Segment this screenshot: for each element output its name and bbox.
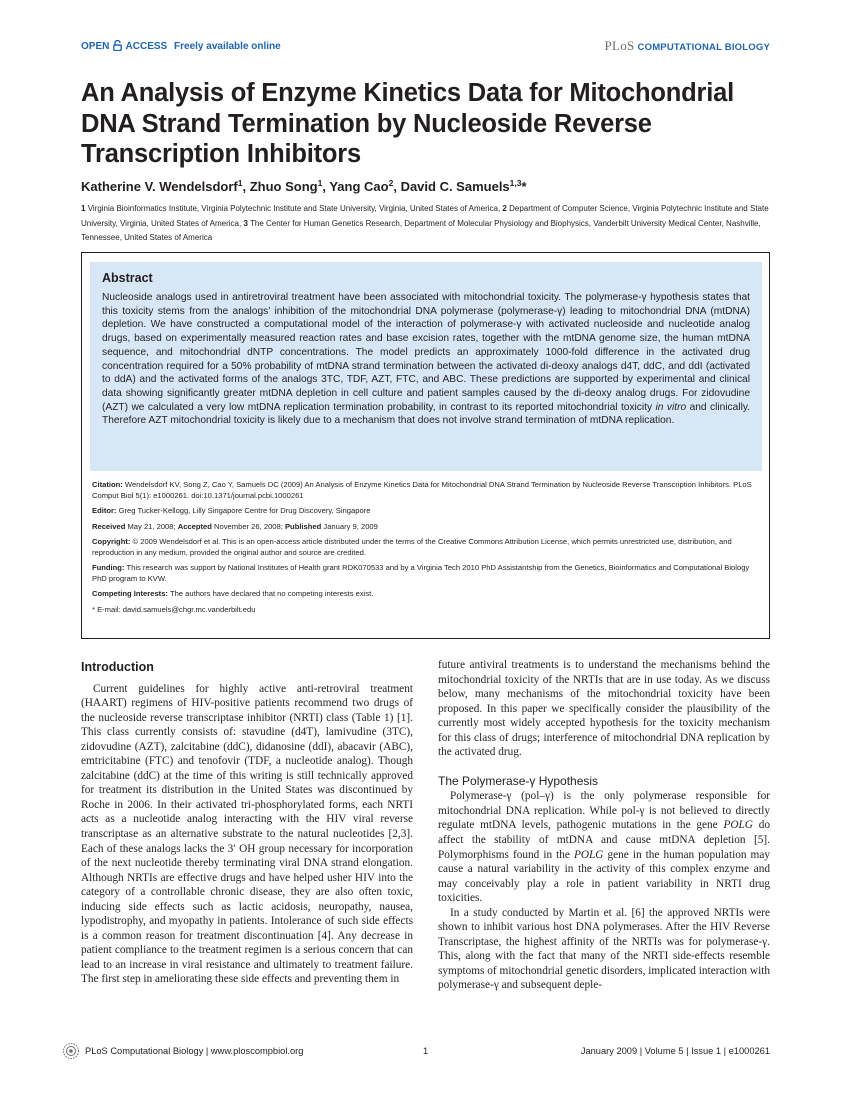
citation: Citation: Wendelsdorf KV, Song Z, Cao Y, Samuels DC (2009) An Analysis of Enzyme Kinetics Data for Mitochondrial DNA Strand Termination by Nucleoside Reverse Transcription Inhibitors. PLoS Comput Biol 5(1): e1000261. doi:10.1371/journal.pcbi.1000261 <box>92 480 752 500</box>
author-affil-sup: 1,3 <box>509 178 522 188</box>
abstract-panel <box>90 262 762 471</box>
author-affil-sup: 2 <box>388 178 394 188</box>
abstract-heading: Abstract <box>102 271 153 285</box>
abstract-box <box>81 252 770 639</box>
affil-number: 1 <box>81 204 86 213</box>
funding: Funding: This research was support by National Institutes of Health grant RDK070533 and by a Virginia Tech 2010 PhD Assistantship from the Genetics, Bioinformatics and Computational Biology PhD program to KVW. <box>92 563 750 583</box>
author-name: Yang Cao <box>329 179 389 194</box>
affiliations <box>81 202 771 246</box>
open-access-pre: OPEN <box>81 41 110 52</box>
author-separator: , <box>393 179 401 194</box>
journal-logo <box>604 38 770 54</box>
affil-text: Virginia Bioinformatics Institute, Virginia Polytechnic Institute and State University, Virginia, United States of America, <box>87 204 501 213</box>
affil-text: The Center for Human Genetics Research, Department of Molecular Physiology and Biophysics, Vanderbilt University Medical Center, Nashville, Tennessee, United States of America <box>81 218 761 242</box>
body-paragraph: Current guidelines for highly active anti-retroviral treatment (HAART) regimens of HIV-positive patients recommend two drugs of the nucleoside reverse transcriptase inhibitor (NRTI) class (Table 1) [1]. This class currently consists of: stavudine (d4T), lamivudine (3TC), zidovudine (AZT), zalcitabine (ddC), didanosine (ddI), abacavir (ABC), emtricitabine (FTC) and tenofovir (TDF, a nucleotide analog). Though zalcitabine (ddC) at the time of this writing is still technically approved for treatment its distribution in the United States was discontinued by Roche in 2006. In their activated tri-phosphorylated forms, each NRTI acts as a nucleotide analog interacting with the HIV viral reverse transcriptase as an alternative substrate to the natural nucleotides [2,3]. Each of these analogs lacks the 3′ OH group necessary for incorporation of the next nucleotide thereby terminating viral DNA strand elongation. Although NRTIs are effective drugs and have helped usher HIV into the category of a controllable chronic disease, they are also often toxic, inducing side effects such as lactic acidosis, neuropathy, nausea, lypodistrophy, and myopathy in patients. Intolerance of such side effects is a common reason for treatment discontinuation [4]. Any decrease in patient compliance to the treatment regimen is a serious concern that can lead to an increase in viral resistance and ultimately to treatment failure. The first step in ameliorating these side effects and preventing them in <box>81 682 413 986</box>
affil-number: 3 <box>243 218 248 228</box>
article-metadata <box>92 480 760 620</box>
author-affil-sup: 1 <box>317 178 323 188</box>
section-heading-polymerase: The Polymerase-γ Hypothesis <box>438 773 599 788</box>
affil-text: Department of Computer Science, Virginia Polytechnic Institute and State University, Virginia, United States of America, <box>81 204 769 228</box>
author-affil-sup: 1 <box>237 178 243 188</box>
author-list <box>81 178 771 194</box>
footer-issue: January 2009 | Volume 5 | Issue 1 | e1000261 <box>580 1046 770 1056</box>
dates: Received May 21, 2008; Accepted November 26, 2008; Published January 9, 2009 <box>92 521 378 531</box>
open-access-post: ACCESS <box>125 41 168 52</box>
author-separator: , <box>242 179 250 194</box>
journal-plos: PLoS <box>604 38 635 53</box>
editor: Editor: Greg Tucker-Kellogg, Lilly Singapore Centre for Drug Discovery, Singapore <box>92 506 371 515</box>
author-separator: , <box>322 179 330 194</box>
abstract-text: Nucleoside analogs used in antiretroviral treatment have been associated with mitochondrial toxicity. The polymerase-γ hypothesis states that this toxicity stems from the analogs’ inhibition of the mitochondrial DNA polymerase (polymerase-γ) leading to mitochondrial DNA (mtDNA) depletion. We have constructed a computational model of the interaction of polymerase-γ with activated nucleoside and nucleotide analog drugs, based on experimentally measured reaction rates and base excision rates, together with the mtDNA genome size, the human mtDNA sequence, and mitochondrial dNTP concentrations. The model predicts an approximately 1000-fold difference in the activated drug concentration required for a 50% probability of mtDNA strand termination between the activated di-deoxy analogs d4T, ddC, and ddI (activated to ddA) and the activated forms of the analogs 3TC, TDF, AZT, FTC, and ABC. These predictions are supported by experimental and clinical data showing significantly greater mtDNA depletion in cell culture and patient samples caused by the di-deoxy analog drugs. For zidovudine (AZT) we calculated a very low mtDNA replication termination probability, in contrast to its reported mitochondrial toxicity in vitro and clinically. Therefore AZT mitochondrial toxicity is likely due to a mechanism that does not involve strand termination of mtDNA replication. <box>102 292 750 427</box>
article-title: An Analysis of Enzyme Kinetics Data for Mitochondrial DNA Strand Termination by Nucleoside Reverse Transcription Inhibitors <box>81 79 734 168</box>
freely-available-label: Freely available online <box>174 41 281 52</box>
footer-journal: PLoS Computational Biology | www.ploscompbiol.org <box>85 1046 304 1056</box>
running-header <box>81 38 770 56</box>
page-footer <box>81 1042 770 1062</box>
body-paragraph: future antiviral treatments is to understand the mechanisms behind the mitochondrial toxicity of the NRTIs that are in use today. As we discuss below, many mechanisms of the mitochondrial toxicity have been proposed. In this paper we specifically consider the plausibility of the currently most widely accepted hypothesis for the toxicity mechanism for this class of drugs; interference of mitochondrial DNA replication by the activated drug. <box>438 659 770 759</box>
author-name: Katherine V. Wendelsdorf <box>81 179 238 194</box>
body-paragraph: In a study conducted by Martin et al. [6] the approved NRTIs were shown to inhibit various host DNA polymerases. After the HIV Reverse Transcriptase, the highest affinity of the NRTIs was for polymerase-γ. This, along with the fact that many of the NRTI side-effects resemble symptoms of mitochondrial genetic disorders, implicated interaction with polymerase-γ and subsequent deple- <box>438 906 770 992</box>
email: * E-mail: david.samuels@chgr.mc.vanderbilt.edu <box>92 604 256 614</box>
competing-interests: Competing Interests: The authors have declared that no competing interests exist. <box>92 589 374 598</box>
journal-section: COMPUTATIONAL BIOLOGY <box>637 42 770 53</box>
author-name: Zhuo Song <box>249 179 318 194</box>
copyright: Copyright: © 2009 Wendelsdorf et al. This is an open-access article distributed under the terms of the Creative Commons Attribution License, which permits unrestricted use, distribution, and reproduction in any medium, provided the original author and source are credited. <box>92 537 732 557</box>
open-lock-icon <box>113 40 122 51</box>
open-access-badge <box>81 40 281 52</box>
corresponding-mark: * <box>521 179 527 194</box>
affil-number: 2 <box>502 204 507 213</box>
page-number: 1 <box>423 1046 429 1056</box>
plos-logo-icon <box>62 1042 80 1060</box>
section-heading-introduction: Introduction <box>81 660 154 674</box>
body-column-left <box>81 658 413 987</box>
body-paragraph: Polymerase-γ (pol–γ) is the only polymerase responsible for mitochondrial DNA replication. While pol-γ is not believed to directly regulate mtDNA levels, pathogenic mutations in the gene POLG do affect the stability of mtDNA and cause mtDNA depletion [5]. Polymorphisms found in the POLG gene in the human population may cause a natural variability in the activity of this complex enzyme and may conceivably play a role in patient variability in NRTI drug toxicities. <box>438 790 770 905</box>
body-column-right <box>438 658 770 993</box>
author-name: David C. Samuels <box>400 179 510 194</box>
